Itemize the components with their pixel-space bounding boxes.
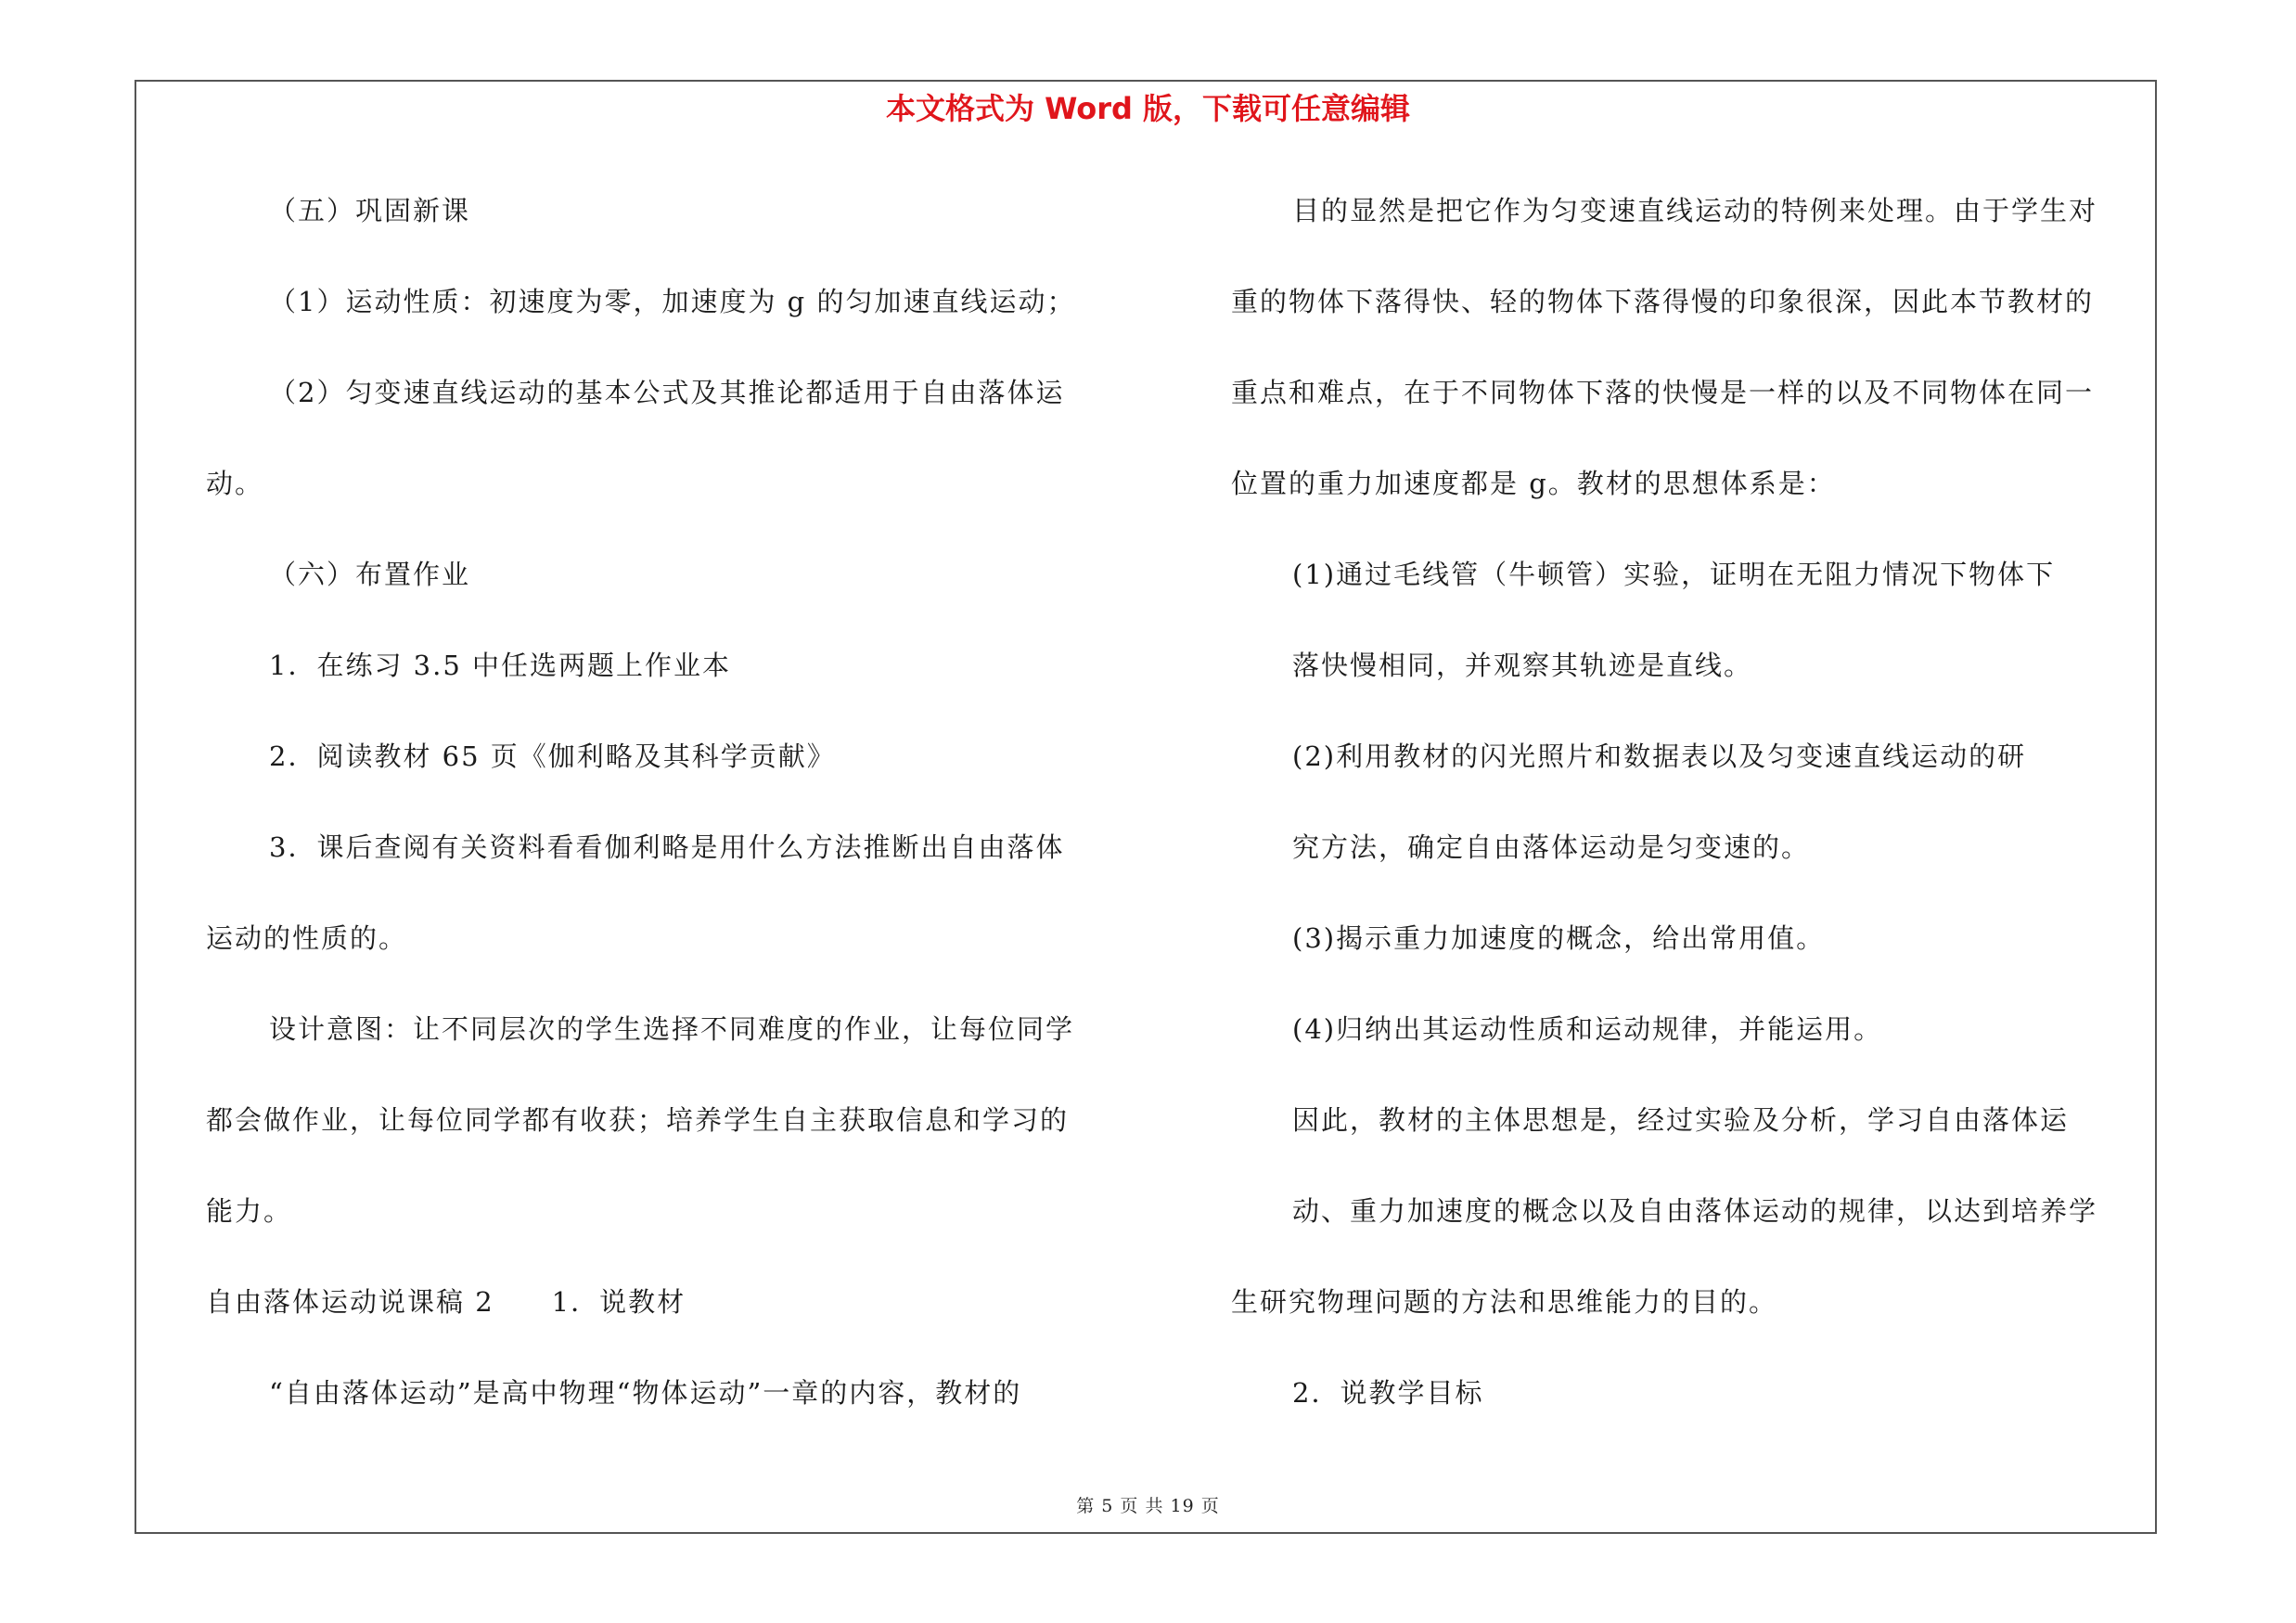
left-line-9: 运动的性质的。	[206, 922, 408, 954]
right-line-8: 究方法，确定自由落体运动是匀变速的。	[1292, 831, 1811, 863]
left-line-14: “自由落体运动”是高中物理“物体运动”一章的内容，教材的	[269, 1377, 1022, 1409]
left-line-3: （2）匀变速直线运动的基本公式及其推论都适用于自由落体运	[269, 377, 1065, 408]
right-line-11: 因此，教材的主体思想是，经过实验及分析，学习自由落体运	[1292, 1104, 2070, 1136]
left-line-1: （五）巩固新课	[269, 195, 471, 226]
right-line-9: (3)揭示重力加速度的概念，给出常用值。	[1292, 922, 1826, 954]
left-line-2: （1）运动性质：初速度为零，加速度为 g 的匀加速直线运动；	[269, 286, 1076, 317]
right-line-14: 2．说教学目标	[1292, 1377, 1484, 1409]
right-line-6: 落快慢相同，并观察其轨迹是直线。	[1292, 650, 1753, 681]
right-line-1: 目的显然是把它作为匀变速直线运动的特例来处理。由于学生对	[1292, 195, 2098, 226]
left-line-11: 都会做作业，让每位同学都有收获；培养学生自主获取信息和学习的	[206, 1104, 1070, 1136]
left-line-13: 自由落体运动说课稿 2 1．说教材	[206, 1286, 686, 1318]
left-line-7: 2．阅读教材 65 页《伽利略及其科学贡献》	[269, 741, 836, 772]
left-line-8: 3．课后查阅有关资料看看伽利略是用什么方法推断出自由落体	[269, 831, 1065, 863]
watermark-banner: 本文格式为 Word 版，下载可任意编辑	[885, 91, 1411, 126]
left-line-10: 设计意图：让不同层次的学生选择不同难度的作业，让每位同学	[269, 1013, 1075, 1045]
left-line-5: （六）布置作业	[269, 559, 471, 590]
right-line-7: (2)利用教材的闪光照片和数据表以及匀变速直线运动的研	[1292, 741, 2027, 772]
left-line-12: 能力。	[206, 1195, 293, 1227]
right-line-5: (1)通过毛线管（牛顿管）实验，证明在无阻力情况下物体下	[1292, 559, 2056, 590]
right-line-12: 动、重力加速度的概念以及自由落体运动的规律，以达到培养学	[1292, 1195, 2098, 1227]
left-line-4: 动。	[206, 468, 264, 499]
page-number-footer: 第 5 页 共 19 页	[1076, 1496, 1220, 1516]
right-line-13: 生研究物理问题的方法和思维能力的目的。	[1231, 1286, 1778, 1318]
left-line-6: 1．在练习 3.5 中任选两题上作业本	[269, 650, 732, 681]
right-line-3: 重点和难点，在于不同物体下落的快慢是一样的以及不同物体在同一	[1231, 377, 2095, 408]
right-line-4: 位置的重力加速度都是 g。教材的思想体系是：	[1231, 468, 1836, 499]
right-line-2: 重的物体下落得快、轻的物体下落得慢的印象很深，因此本节教材的	[1231, 286, 2095, 317]
right-line-10: (4)归纳出其运动性质和运动规律，并能运用。	[1292, 1013, 1883, 1045]
